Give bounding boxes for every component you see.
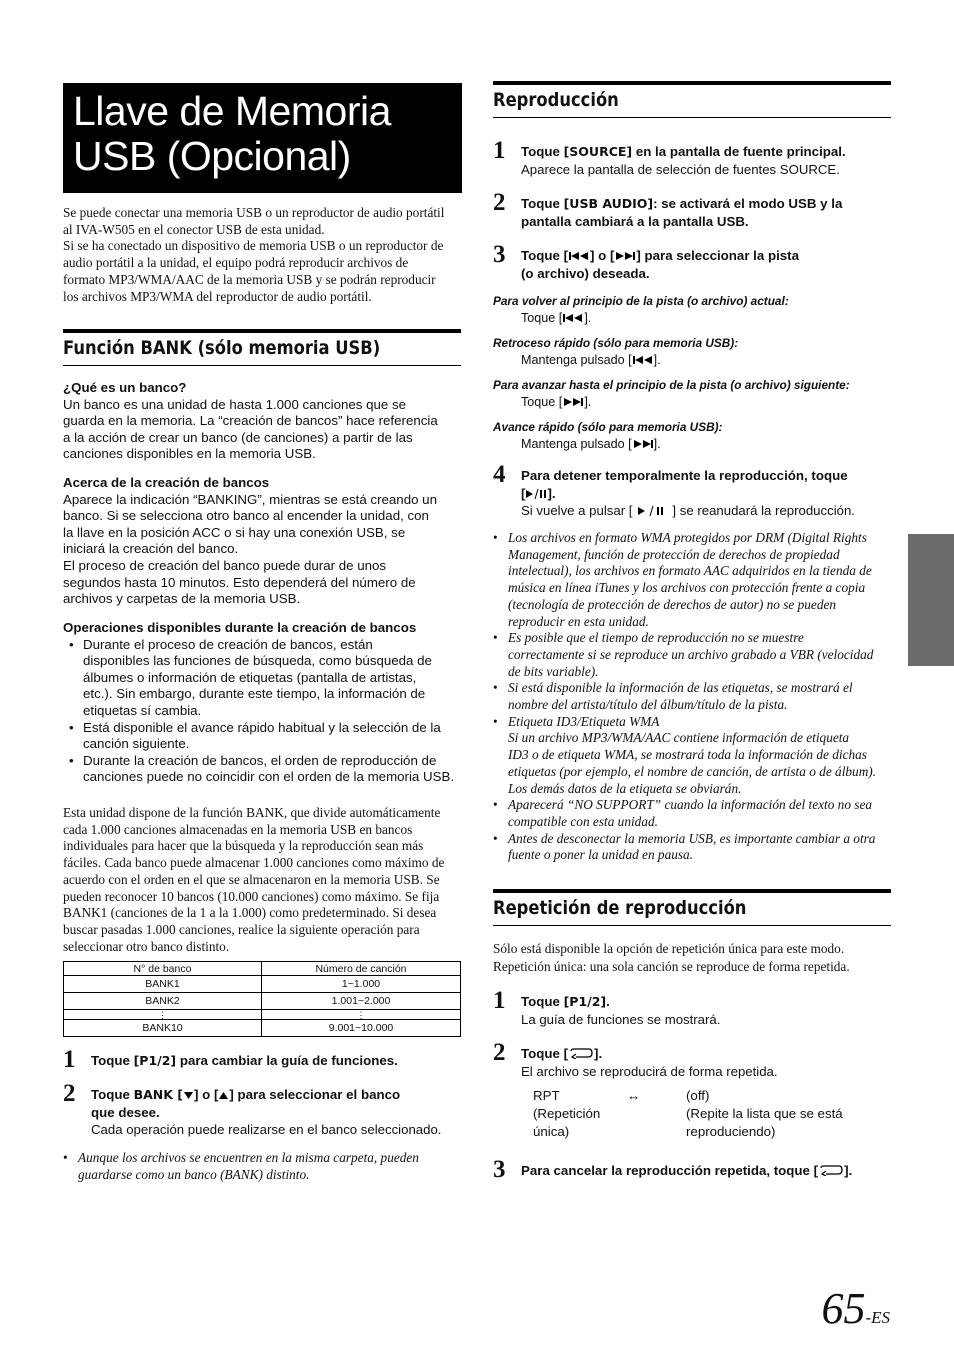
text: ].: [653, 437, 661, 451]
text: Toque: [91, 1053, 134, 1068]
text: ].: [594, 1046, 603, 1061]
bank-key: BANK [: [133, 1087, 184, 1102]
repeat-step-1: [493, 987, 893, 1029]
text-line: reproduciendo): [686, 1124, 776, 1139]
bank-table: [63, 961, 461, 1037]
text-line: fáciles. Cada banco puede almacenar 1.000 canciones como máximo de: [63, 855, 445, 871]
text-line: (Repetición: [533, 1106, 601, 1121]
bank-operations: [63, 620, 463, 786]
subheading: ¿Qué es un banco?: [63, 380, 187, 395]
table-cell: BANK10: [64, 1020, 262, 1037]
step-number: 4: [493, 461, 506, 488]
intro-line: audio portátil a la unidad, el equipo podrá reproducir archivos de: [63, 255, 409, 271]
text: Para cancelar la reproducción repetida, toque [: [521, 1163, 819, 1178]
table-row: [64, 976, 461, 993]
repeat-step-3: [493, 1156, 893, 1183]
usb-audio-key: [USB AUDIO]: [563, 196, 654, 211]
step-number: 2: [63, 1080, 76, 1107]
text: Si vuelve a pulsar [: [521, 503, 633, 518]
text: ].: [584, 311, 592, 325]
text-line: a la acción de crear un banco (de canciones) a partir de las: [63, 429, 413, 445]
repro-notes: [493, 530, 893, 864]
triangle-down-icon: [183, 1091, 194, 1100]
step-text: [521, 467, 893, 520]
repeat-step-2: [493, 1039, 893, 1081]
play-pause-icon: [632, 506, 672, 516]
step-text: [91, 1086, 463, 1139]
text-line: acuerdo con el orden en el que se almacenaron en la memoria USB. Se: [63, 871, 440, 887]
repro-track-notes: [493, 293, 893, 453]
step-text: [521, 1045, 778, 1080]
list-item: [493, 714, 893, 798]
list-item: [493, 530, 893, 630]
text-line: Sólo está disponible la opción de repetición única para este modo.: [493, 941, 845, 956]
play-pause-icon: [525, 489, 547, 499]
page-number-value: 65: [821, 1284, 866, 1333]
text-line: seleccionar otro banco distinto.: [63, 938, 230, 954]
step-number: 1: [493, 987, 506, 1014]
text: ] para seleccionar la pista: [636, 248, 800, 263]
table-cell: ⋮: [262, 1010, 461, 1020]
text-line: reproducir en esta unidad.: [508, 613, 649, 629]
table-cell: BANK1: [64, 976, 262, 993]
text-line: RPT: [533, 1088, 560, 1103]
text-line: Si un archivo MP3/WMA/AAC contiene información de etiqueta: [508, 730, 850, 746]
p1-2-key: [P1/2]: [133, 1053, 177, 1068]
table-cell: 9.001~10.000: [262, 1020, 461, 1037]
note-text: [493, 310, 893, 327]
text-line: canciones puede no coincidir con el orden de la memoria USB.: [83, 769, 455, 785]
note-text: [493, 352, 893, 369]
repeat-heading-text: Repetición de reproducción: [493, 897, 747, 919]
text-line: la llave en la posición ACC o si hay una conexión USB, se: [63, 524, 406, 540]
step-sub-text: Aparece la pantalla de selección de fuentes SOURCE.: [521, 161, 840, 177]
step-text: [91, 1052, 398, 1070]
text-line: etc.). Sin embargo, durante este tiempo, la información de: [83, 686, 426, 702]
step-text: [521, 195, 842, 230]
text-line: • Etiqueta ID3/Etiqueta WMA: [508, 713, 660, 729]
p1-2-key: [P1/2]: [563, 994, 607, 1009]
bank-what-is: [63, 380, 463, 463]
step-sub-text: El archivo se reproducirá de forma repetida.: [521, 1063, 778, 1079]
text-line: Un banco es una unidad de hasta 1.000 canciones que se: [63, 396, 407, 412]
text: ].: [653, 353, 661, 367]
text: Toque: [521, 196, 564, 211]
step-number: 1: [493, 137, 506, 164]
bank-creation: [63, 475, 463, 608]
text-line: El proceso de creación del banco puede durar de unos: [63, 557, 387, 573]
text: Mantenga pulsado [: [521, 353, 632, 367]
bank-section-heading: [63, 329, 461, 366]
triangle-up-icon: [218, 1091, 229, 1100]
text: Toque: [521, 144, 564, 159]
step-sub-text: La guía de funciones se mostrará.: [521, 1011, 721, 1027]
text-line: ID3 o de etiqueta WMA, se mostrará toda la información de dichas: [508, 747, 867, 763]
next-track-icon: [632, 439, 654, 449]
text: ] para seleccionar el banco: [229, 1087, 401, 1102]
text-line: única): [533, 1124, 570, 1139]
repro-step-4: [493, 461, 893, 521]
repro-section-heading: [493, 81, 891, 118]
table-cell: 1~1.000: [262, 976, 461, 993]
rpt-toggle-arrow: [627, 1087, 640, 1105]
text-line: nombre del artista/título del álbum/título de la pista.: [508, 697, 788, 713]
page-number: [821, 1283, 890, 1334]
list-item: [67, 637, 463, 720]
step-sub-text: [521, 502, 893, 520]
text-line: álbumes o información de etiquetas (pantalla de artistas,: [83, 669, 417, 685]
step-number: 3: [493, 241, 506, 268]
text-line: segundos hasta 10 minutos. Esto dependerá del número de: [63, 574, 416, 590]
text-line: música en línea iTunes y los archivos con protección frente a copia: [508, 580, 866, 596]
text-line: compatible con esta unidad.: [508, 813, 658, 829]
text: Toque [: [521, 311, 563, 325]
text-line: Los demás datos de la etiqueta se obviarán.: [508, 780, 742, 796]
list-item: [493, 630, 893, 680]
next-track-icon: [614, 251, 636, 261]
repro-heading-text: Reproducción: [493, 89, 619, 111]
text: para cambiar la guía de funciones.: [176, 1053, 398, 1068]
table-row: [64, 1010, 461, 1020]
text-line: banco. Si se selecciona otro banco al encender la unidad, con: [63, 508, 429, 524]
text-line: archivos y carpetas de la memoria USB.: [63, 591, 301, 607]
text-line: buscar pasadas 1.000 canciones, realice la siguiente operación para: [63, 921, 420, 937]
arrow-icon: ↔: [627, 1088, 641, 1103]
list-item: [493, 831, 893, 864]
text: Toque: [521, 994, 564, 1009]
text: ] se reanudará la reproducción.: [672, 503, 855, 518]
repro-step-2: [493, 189, 893, 231]
subheading: Acerca de la creación de bancos: [63, 475, 270, 490]
intro-paragraph: [63, 205, 463, 305]
list-item: [63, 1150, 463, 1183]
table-cell: 1.001~2.000: [262, 993, 461, 1010]
table-header: Número de canción: [262, 962, 461, 976]
table-header: N° de banco: [64, 962, 262, 976]
text-line: correctamente si se reproduce un archivo grabado a VBR (velocidad: [508, 646, 874, 662]
prev-track-icon: [568, 251, 590, 261]
repeat-section-heading: [493, 889, 891, 926]
page-title: [63, 83, 462, 193]
list-item: [67, 753, 463, 786]
repro-step-3: [493, 241, 893, 283]
step-sub-text: Cada operación puede realizarse en el banco seleccionado.: [91, 1122, 442, 1137]
text-line: • Si está disponible la información de las etiquetas, se mostrará el: [508, 680, 853, 696]
text-line: • Aparecerá “NO SUPPORT” cuando la información del texto no sea: [508, 797, 873, 813]
intro-line: los archivos MP3/WMA del reproductor de audio portátil.: [63, 288, 372, 304]
text-line: Repetición única: una sola canción se reproduce de forma repetida.: [493, 959, 850, 974]
note-title: Para volver al principio de la pista (o archivo) actual:: [493, 294, 789, 308]
text-line: Management, función de protección de derechos de propiedad: [508, 546, 840, 562]
text-line: BANK1 (canciones de la 1 a la 1.000) como predeterminado. Si desea: [63, 905, 437, 921]
text: ].: [584, 395, 592, 409]
bank-step-1: [63, 1046, 463, 1073]
note-title: Avance rápido (sólo para memoria USB):: [493, 420, 723, 434]
text-line: etiquetas (por ejemplo, el nombre de canción, de artista o de álbum).: [508, 763, 877, 779]
text: [: [521, 485, 526, 501]
text-line: de bits variable).: [508, 663, 599, 679]
table-cell: BANK2: [64, 993, 262, 1010]
step-text: [521, 1162, 852, 1180]
note-text: [493, 394, 893, 411]
title-line-1: Llave de Memoria: [73, 88, 391, 134]
title-line-2: USB (Opcional): [73, 133, 351, 179]
table-cell: ⋮: [64, 1010, 262, 1020]
text-line: que desee.: [91, 1104, 160, 1120]
text: en la pantalla de fuente principal.: [632, 144, 846, 159]
step-text: [521, 993, 720, 1028]
note-title: Para avanzar hasta el principio de la pista (o archivo) siguiente:: [493, 378, 850, 392]
text-line: Aparece la indicación “BANKING”, mientras se está creando un: [63, 491, 437, 507]
step-number: 2: [493, 189, 506, 216]
bank-step-2: [63, 1080, 463, 1142]
source-key: [SOURCE]: [563, 144, 633, 159]
intro-line: formato MP3/WMA/AAC de la memoria USB y se podrán reproducir: [63, 271, 436, 287]
text-line: canción siguiente.: [83, 736, 190, 752]
text: Toque [: [521, 395, 563, 409]
text-line: (Repite la lista que se está: [686, 1106, 843, 1121]
side-tab: [908, 534, 954, 666]
subheading: Operaciones disponibles durante la creación de bancos: [63, 620, 417, 635]
step-number: 2: [493, 1039, 506, 1066]
text-line: disponibles las funciones de búsqueda, como búsqueda de: [83, 653, 432, 669]
text-line: iniciará la creación del banco.: [63, 541, 239, 557]
text-line: intelectual), los archivos en formato AAC adquiridos en la tienda de: [508, 563, 872, 579]
text-line: (tecnología de protección de derechos de autor) no se pueden: [508, 596, 837, 612]
text-line: • Durante la creación de bancos, el orden de reproducción de: [83, 752, 437, 768]
text-line: etiquetas sí cambia.: [83, 702, 202, 718]
text-line: • Antes de desconectar la memoria USB, es importante cambiar a otra: [508, 830, 876, 846]
text: ].: [547, 485, 556, 501]
text-line: Esta unidad dispone de la función BANK, que divide automáticamente: [63, 805, 441, 820]
operations-list: [67, 637, 463, 786]
text: ] o [: [194, 1087, 219, 1102]
text-line: individuales para hacer que la búsqueda y la reproducción sean más: [63, 838, 424, 854]
note-text: [493, 436, 893, 453]
text: Mantenga pulsado [: [521, 437, 632, 451]
repeat-intro: [493, 940, 893, 976]
text-line: • Los archivos en formato WMA protegidos por DRM (Digital Rights: [508, 530, 867, 545]
text: ] o [: [590, 248, 615, 263]
table-header-row: [64, 962, 461, 976]
text: ].: [844, 1163, 853, 1178]
text-line: cada 1.000 canciones almacenadas en la memoria USB en bancos: [63, 821, 413, 837]
rpt-off-state: [686, 1087, 896, 1141]
step-number: 3: [493, 1156, 506, 1183]
table-row: [64, 993, 461, 1010]
text-line: • Aunque los archivos se encuentren en la misma carpeta, pueden: [78, 1150, 419, 1165]
text-line: • Está disponible el avance rápido habitual y la selección de la: [83, 719, 441, 735]
note-title: Retroceso rápido (sólo para memoria USB):: [493, 336, 739, 350]
rpt-on-state: [533, 1087, 633, 1141]
text-line: fuente o poner la unidad en pausa.: [508, 847, 694, 863]
bank-paragraph: [63, 805, 463, 955]
repeat-icon: [818, 1165, 844, 1176]
text-line: Para detener temporalmente la reproducción, toque: [521, 468, 848, 483]
text-line: pueden reconocer 10 bancos (10.000 canciones) como máximo. Se fija: [63, 888, 440, 904]
text: .: [606, 994, 610, 1009]
next-track-icon: [562, 397, 584, 407]
bank-notes: [63, 1150, 463, 1183]
text: Toque [: [521, 1046, 569, 1061]
text-line: pantalla cambiará a la pantalla USB.: [521, 213, 749, 229]
intro-line: Si se ha conectado un dispositivo de memoria USB o un reproductor de: [63, 238, 444, 254]
step-text: [521, 143, 846, 178]
list-item: [493, 797, 893, 830]
text-line: (off): [686, 1088, 710, 1103]
prev-track-icon: [562, 313, 584, 323]
text-line: guardarse como un banco (BANK) distinto.: [78, 1166, 310, 1182]
text: Toque: [91, 1087, 134, 1102]
text: : se activará el modo USB y la: [653, 196, 843, 211]
list-item: [493, 680, 893, 713]
list-item: [67, 720, 463, 753]
page-suffix: -ES: [865, 1308, 890, 1327]
table-row: [64, 1020, 461, 1037]
text-line: • Es posible que el tiempo de reproducción no se muestre: [508, 630, 804, 646]
intro-line: Se puede conectar una memoria USB o un reproductor de audio portátil: [63, 205, 445, 220]
text: Toque [: [521, 248, 569, 263]
step-text: [521, 247, 799, 282]
repeat-icon: [568, 1048, 594, 1059]
text-line: guarda en la memoria. La “creación de bancos” hace referencia: [63, 413, 438, 429]
text-line: • Durante el proceso de creación de bancos, están: [83, 636, 373, 652]
bank-heading-text: Función BANK (sólo memoria USB): [63, 337, 381, 359]
text-line: canciones disponibles en la memoria USB.: [63, 446, 316, 462]
repro-step-1: [493, 137, 893, 179]
prev-track-icon: [632, 355, 654, 365]
intro-line: al IVA-W505 en el conector USB de esta unidad.: [63, 221, 325, 237]
step-number: 1: [63, 1046, 76, 1073]
text-line: (o archivo) deseada.: [521, 265, 650, 281]
